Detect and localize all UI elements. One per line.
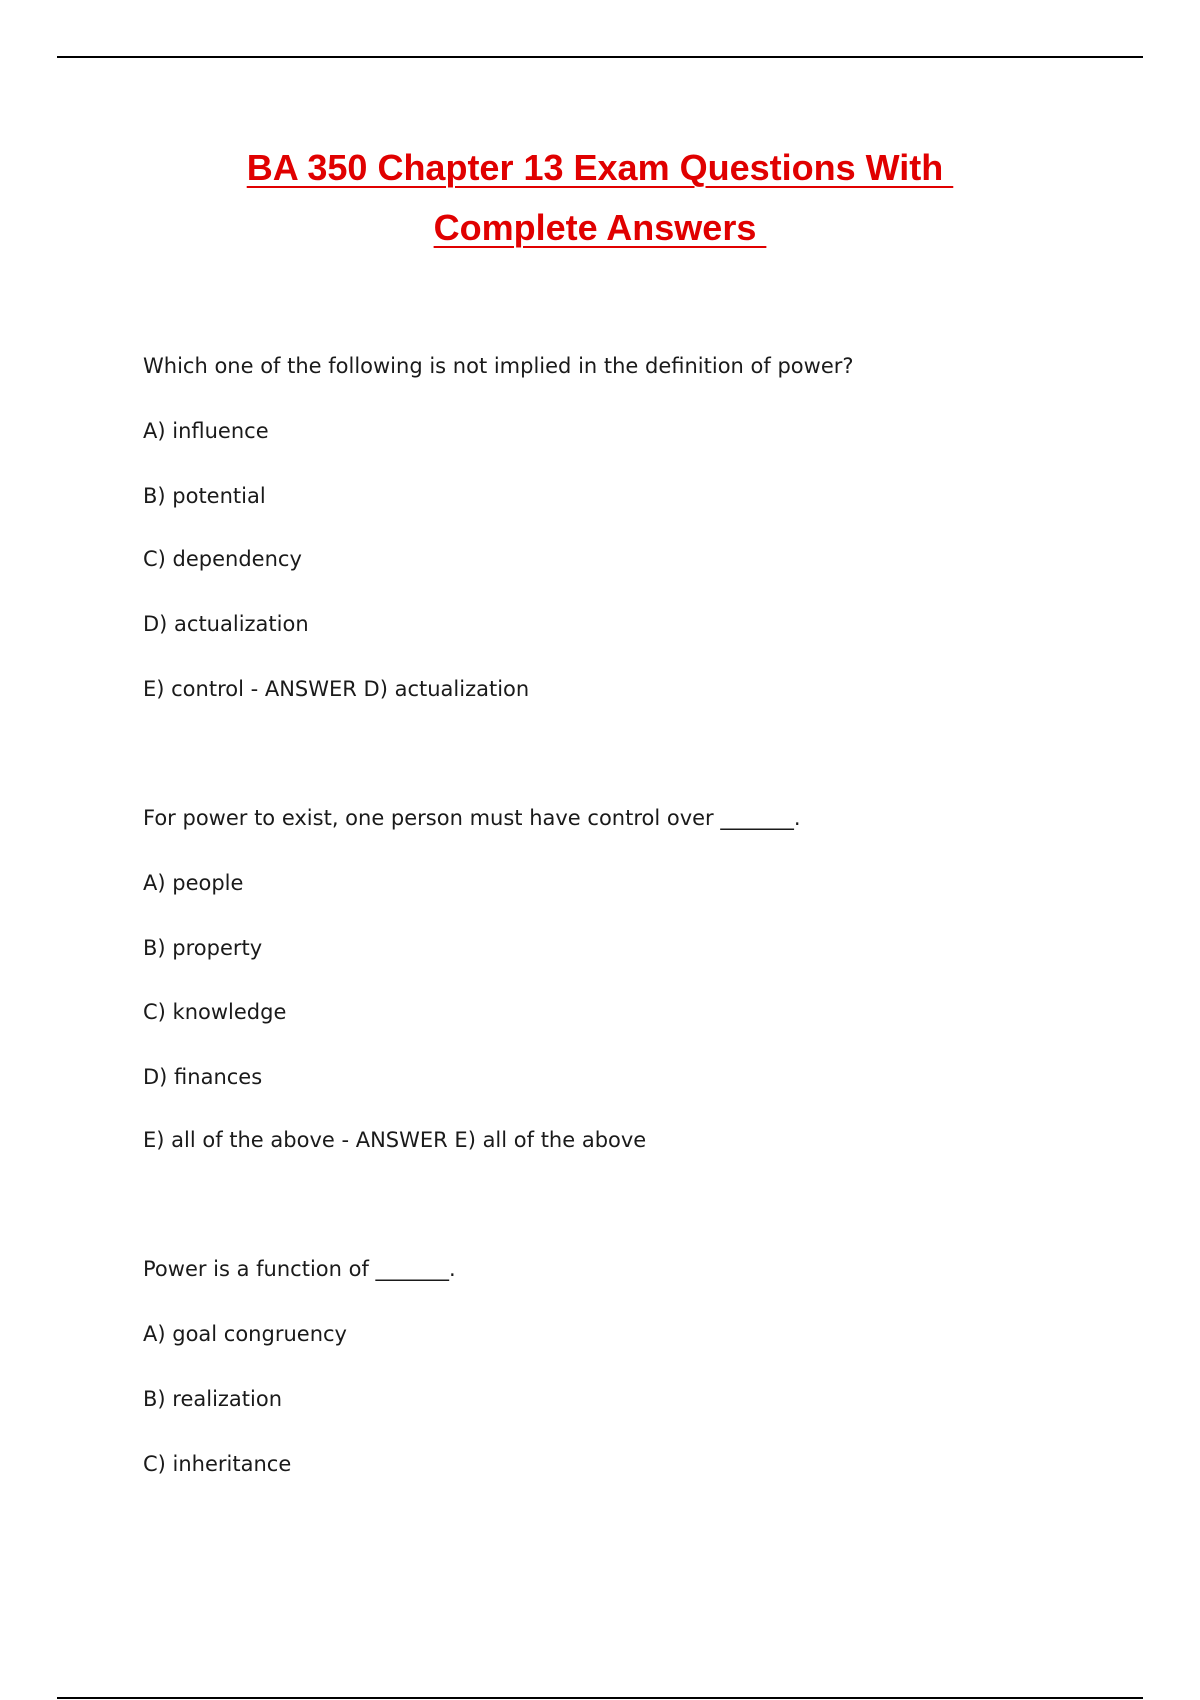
question-text: Power is a function of _______. — [143, 1257, 456, 1281]
answer-option: B) realization — [143, 1387, 283, 1411]
title-line-1: BA 350 Chapter 13 Exam Questions With — [246, 147, 954, 188]
answer-option: B) property — [143, 936, 263, 960]
answer-option: B) potential — [143, 484, 266, 508]
answer-option: C) dependency — [143, 547, 302, 571]
bottom-rule — [57, 1697, 1143, 1699]
question-text: For power to exist, one person must have control over _______. — [143, 806, 801, 830]
answer-option: C) inheritance — [143, 1452, 292, 1476]
title-line-2: Complete Answers — [433, 207, 767, 248]
answer-option: D) actualization — [143, 612, 309, 636]
answer-option: C) knowledge — [143, 1000, 287, 1024]
answer-option: E) control - ANSWER D) actualization — [143, 677, 530, 701]
document-title — [0, 138, 1200, 258]
answer-option: A) goal congruency — [143, 1322, 347, 1346]
top-rule — [57, 56, 1143, 58]
answer-option: A) influence — [143, 419, 269, 443]
answer-option: E) all of the above - ANSWER E) all of the above — [143, 1128, 647, 1152]
question-text: Which one of the following is not implied in the definition of power? — [143, 354, 854, 378]
answer-option: D) finances — [143, 1065, 263, 1089]
answer-option: A) people — [143, 871, 244, 895]
